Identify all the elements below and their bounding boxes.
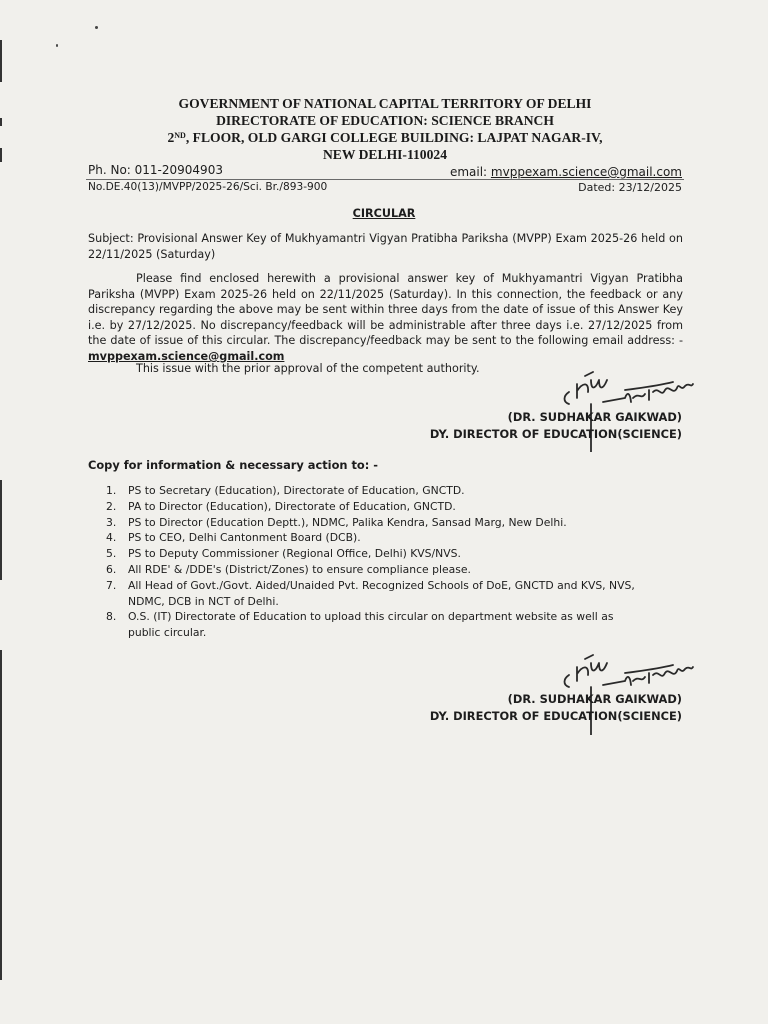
subject-line: Subject: Provisional Answer Key of Mukhyamantri Vigyan Pratibha Pariksha (MVPP) Exam 2025-26 held on 22/11/2025 (Saturday)	[88, 232, 683, 261]
reference-number: No.DE.40(13)/MVPP/2025-26/Sci. Br./893-900	[88, 181, 328, 193]
scan-edge-mark	[0, 480, 2, 580]
scan-speck	[95, 26, 98, 29]
circular-title: CIRCULAR	[352, 207, 416, 220]
copy-list	[88, 483, 648, 641]
scan-edge-mark	[0, 40, 2, 82]
signatory-block	[430, 691, 682, 725]
list-item: 5. PS to Deputy Commissioner (Regional Office, Delhi) KVS/NVS.	[106, 547, 461, 561]
email-label: email:	[449, 165, 488, 179]
letterhead-address: 2ND, FLOOR, OLD GARGI COLLEGE BUILDING: LAJPAT NAGAR-IV,	[167, 130, 603, 145]
signatory-name: (DR. SUDHAKAR GAIKWAD)	[507, 692, 682, 706]
signatory-block	[430, 409, 682, 443]
copy-heading: Copy for information & necessary action to: -	[88, 458, 378, 472]
phone-number: Ph. No: 011-20904903	[88, 163, 223, 177]
feedback-email: mvppexam.science@gmail.com	[88, 349, 285, 363]
letterhead	[90, 95, 680, 163]
signatory-designation: DY. DIRECTOR OF EDUCATION(SCIENCE)	[429, 427, 682, 441]
letterhead-city: NEW DELHI-110024	[322, 147, 447, 162]
list-item: 1. PS to Secretary (Education), Directorate of Education, GNCTD.	[106, 484, 465, 497]
signatory-name: (DR. SUDHAKAR GAIKWAD)	[507, 410, 682, 424]
header-divider	[86, 179, 684, 180]
letterhead-government: GOVERNMENT OF NATIONAL CAPITAL TERRITORY OF DELHI	[178, 96, 592, 111]
signatory-designation: DY. DIRECTOR OF EDUCATION(SCIENCE)	[429, 709, 682, 723]
list-item: 8. O.S. (IT) Directorate of Education to upload this circular on department website as well as public circular.	[106, 610, 614, 640]
contact-email	[450, 165, 682, 179]
list-item: 6. All RDE' & /DDE's (District/Zones) to ensure compliance please.	[106, 562, 471, 576]
letterhead-directorate: DIRECTORATE OF EDUCATION: SCIENCE BRANCH	[216, 113, 554, 128]
list-item: 7. All Head of Govt./Govt. Aided/Unaided Pvt. Recognized Schools of DoE, GNCTD and KVS, NVS, NDMC, DCB in NCT of Delhi.	[106, 578, 635, 608]
scan-speck	[56, 44, 58, 47]
scan-edge-mark	[0, 148, 2, 162]
scan-edge-mark	[0, 118, 2, 126]
list-item: 4. PS to CEO, Delhi Cantonment Board (DCB).	[106, 531, 361, 545]
list-item: 3. PS to Director (Education Deptt.), NDMC, Palika Kendra, Sansad Marg, New Delhi.	[106, 515, 567, 529]
body-paragraph: Please find enclosed herewith a provisional answer key of Mukhyamantri Vigyan Pratibha Pariksha (MVPP) Exam 2025-26 held on 22/11/2025 (Saturday). In this connection, the feedback or any discrepancy regarding the above may be sent within three days from the date of issue of this Answer Key i.e. by 27/12/2025. No discrepancy/feedback will be administrable after three days i.e. 27/12/2025 from the date of issue of this circular. The discrepancy/feedback may be sent to the following email address: - mvppexam.science@gmail.com	[88, 272, 683, 363]
issue-date: Dated: 23/12/2025	[578, 181, 682, 194]
list-item: 2. PA to Director (Education), Directorate of Education, GNCTD.	[106, 499, 456, 513]
email-address: mvppexam.science@gmail.com	[490, 165, 682, 179]
scan-edge-mark	[0, 650, 2, 980]
approval-note: This issue with the prior approval of the competent authority.	[136, 362, 480, 375]
